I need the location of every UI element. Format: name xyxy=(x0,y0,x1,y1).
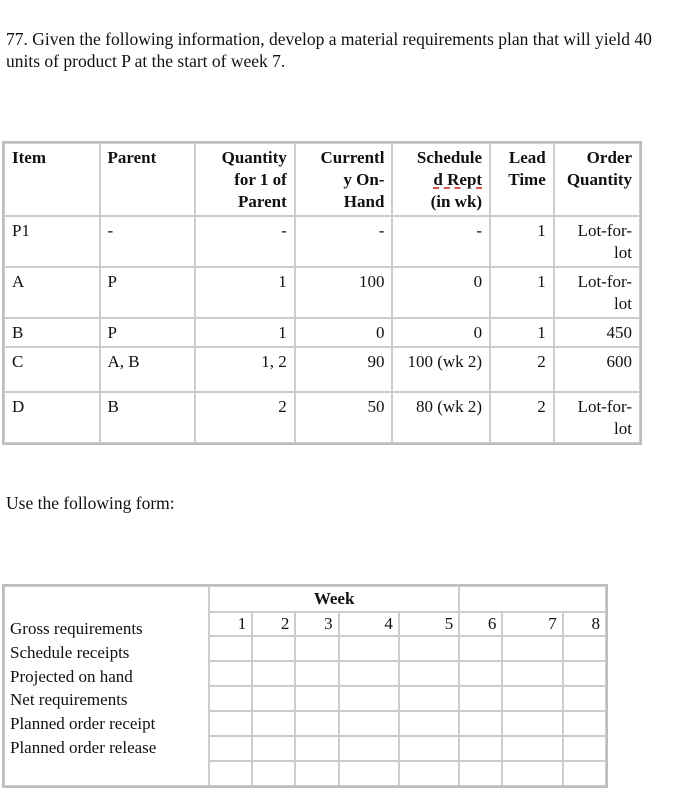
grid-cell[interactable] xyxy=(252,636,295,661)
grid-cell[interactable] xyxy=(459,636,502,661)
table-row: A P 1 100 0 1 Lot-for-lot xyxy=(4,267,640,318)
grid-cell[interactable] xyxy=(502,736,562,761)
grid-cell[interactable] xyxy=(252,686,295,711)
grid-cell[interactable] xyxy=(563,686,606,711)
table-row: C A, B 1, 2 90 100 (wk 2) 2 600 xyxy=(4,347,640,392)
grid-cell[interactable] xyxy=(502,761,562,786)
grid-cell[interactable] xyxy=(563,761,606,786)
table-header-row xyxy=(4,143,640,216)
week-header: Week xyxy=(209,586,459,612)
label-schedule-receipts: Schedule receipts xyxy=(10,642,130,662)
grid-cell[interactable] xyxy=(252,761,295,786)
grid-cell[interactable] xyxy=(502,686,562,711)
grid-cell[interactable] xyxy=(295,736,338,761)
form-row-labels xyxy=(4,586,209,786)
header-currently-on-hand: Currentl y On- Hand xyxy=(295,143,393,216)
week-4: 4 xyxy=(339,612,399,636)
grid-cell[interactable] xyxy=(209,636,252,661)
label-planned-order-receipt: Planned order receipt xyxy=(10,714,156,734)
header-order-quantity: Order Quantity xyxy=(554,143,640,216)
grid-cell[interactable] xyxy=(459,736,502,761)
week-8: 8 xyxy=(563,612,606,636)
week-5: 5 xyxy=(399,612,459,636)
grid-cell[interactable] xyxy=(295,761,338,786)
label-projected-on-hand: Projected on hand xyxy=(10,666,133,686)
grid-cell[interactable] xyxy=(339,686,399,711)
week-7: 7 xyxy=(502,612,562,636)
grid-cell[interactable] xyxy=(209,736,252,761)
week-2: 2 xyxy=(252,612,295,636)
grid-cell[interactable] xyxy=(339,761,399,786)
label-planned-order-release: Planned order release xyxy=(10,737,157,757)
label-net-requirements: Net requirements xyxy=(10,690,128,710)
grid-cell[interactable] xyxy=(459,711,502,736)
form-instruction: Use the following form: xyxy=(6,493,175,513)
question-text xyxy=(6,28,686,72)
item-info-table xyxy=(2,141,642,445)
header-lead-time: Lead Time xyxy=(490,143,554,216)
grid-cell[interactable] xyxy=(399,711,459,736)
header-quantity-per-parent: Quantity for 1 of Parent xyxy=(195,143,295,216)
grid-cell[interactable] xyxy=(399,736,459,761)
week-header-blank xyxy=(459,586,606,612)
grid-cell[interactable] xyxy=(563,661,606,686)
grid-cell[interactable] xyxy=(209,686,252,711)
grid-cell[interactable] xyxy=(295,711,338,736)
grid-cell[interactable] xyxy=(459,661,502,686)
grid-cell[interactable] xyxy=(209,761,252,786)
question-number: 77. xyxy=(6,29,28,49)
grid-cell[interactable] xyxy=(563,636,606,661)
grid-cell[interactable] xyxy=(252,661,295,686)
table-row: B P 1 0 0 1 450 xyxy=(4,318,640,347)
grid-cell[interactable] xyxy=(399,661,459,686)
grid-cell[interactable] xyxy=(502,711,562,736)
question-body: Given the following information, develop a material requirements plan that will yield 40 units of product P at the start of week 7. xyxy=(6,29,652,71)
grid-cell[interactable] xyxy=(563,736,606,761)
grid-cell[interactable] xyxy=(399,686,459,711)
week-6: 6 xyxy=(459,612,502,636)
grid-cell[interactable] xyxy=(295,636,338,661)
week-1: 1 xyxy=(209,612,252,636)
grid-cell[interactable] xyxy=(295,686,338,711)
form-header-row xyxy=(4,586,606,612)
grid-cell[interactable] xyxy=(399,761,459,786)
header-item: Item xyxy=(4,143,100,216)
grid-cell[interactable] xyxy=(339,711,399,736)
grid-cell[interactable] xyxy=(502,636,562,661)
week-3: 3 xyxy=(295,612,338,636)
grid-cell[interactable] xyxy=(295,661,338,686)
grid-cell[interactable] xyxy=(209,711,252,736)
grid-cell[interactable] xyxy=(502,661,562,686)
table-row: P1 - - - - 1 Lot-for-lot xyxy=(4,216,640,267)
table-row: D B 2 50 80 (wk 2) 2 Lot-for-lot xyxy=(4,392,640,443)
grid-cell[interactable] xyxy=(399,636,459,661)
grid-cell[interactable] xyxy=(339,661,399,686)
grid-cell[interactable] xyxy=(459,761,502,786)
grid-cell[interactable] xyxy=(252,736,295,761)
grid-cell[interactable] xyxy=(339,736,399,761)
label-gross-requirements: Gross requirements xyxy=(10,619,143,638)
grid-cell[interactable] xyxy=(459,686,502,711)
mrp-form-table xyxy=(2,584,608,788)
grid-cell[interactable] xyxy=(209,661,252,686)
grid-cell[interactable] xyxy=(339,636,399,661)
grid-cell[interactable] xyxy=(563,711,606,736)
header-scheduled-receipt: Schedule d Rept (in wk) xyxy=(392,143,490,216)
grid-cell[interactable] xyxy=(252,711,295,736)
header-parent: Parent xyxy=(100,143,196,216)
